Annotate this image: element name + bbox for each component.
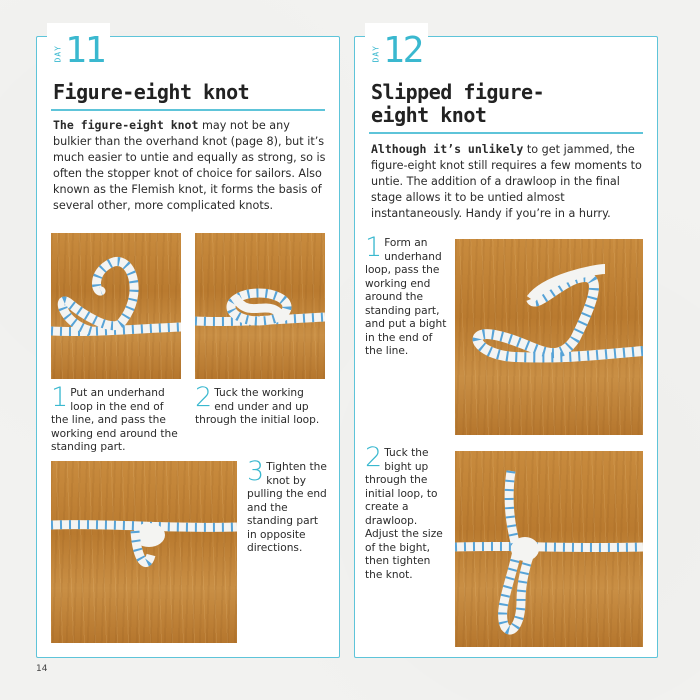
day-number: 11 xyxy=(65,30,105,71)
step-1 xyxy=(51,382,183,455)
intro-paragraph xyxy=(371,141,647,222)
step-2-text: Tuck the working end under and up through the initial loop. xyxy=(195,387,320,426)
step-1-text: Form an underhand loop, pass the working end around the standing part, and put a bight in the end of the line. xyxy=(365,237,447,357)
rope-knot-illustration xyxy=(195,233,325,379)
intro-lead: The figure-eight knot xyxy=(53,118,199,132)
knot-title-line-2: eight knot xyxy=(371,103,487,127)
title-rule xyxy=(51,109,325,111)
knot-title-line-1: Slipped figure- xyxy=(371,80,545,104)
step-3-number: 3 xyxy=(247,456,265,487)
step-1-number: 1 xyxy=(51,382,69,413)
step-2-number: 2 xyxy=(365,442,383,473)
intro-text: to get jammed, the figure-eight knot still requires a few moments to untie. The addition of a drawloop in the final stage allows it to be untied almost instantaneously. Handy if you’re in a hurry. xyxy=(371,143,642,220)
knot-title xyxy=(371,81,544,127)
day-label: DAY xyxy=(371,45,381,63)
knot-title: Figure-eight knot xyxy=(53,80,250,104)
day-12-panel xyxy=(354,30,658,658)
day-11-panel xyxy=(36,30,340,658)
step-2-number: 2 xyxy=(195,382,213,413)
step-1 xyxy=(365,232,447,359)
step-1-number: 1 xyxy=(365,232,383,263)
day-number: 12 xyxy=(383,30,423,71)
step-3 xyxy=(247,456,329,556)
day-12-header xyxy=(365,23,428,71)
step-2-photo xyxy=(455,451,643,647)
tightened-knot-illustration xyxy=(51,461,237,643)
step-2-text: Tuck the bight up through the initial loop, to create a drawloop. Adjust the size of the bight, then tighten the knot. xyxy=(365,447,443,581)
title-rule xyxy=(369,132,643,134)
intro-lead: Although it’s unlikely xyxy=(371,142,524,156)
step-2 xyxy=(195,382,327,428)
step-1-photo xyxy=(455,239,643,435)
step-3-text: Tighten the knot by pulling the end and the standing part in opposite directions. xyxy=(247,461,327,554)
step-1-photo xyxy=(51,233,181,379)
step-2 xyxy=(365,442,447,582)
intro-paragraph xyxy=(53,117,329,214)
day-11-header xyxy=(47,23,110,71)
rope-loop-illustration xyxy=(51,233,181,379)
page-number: 14 xyxy=(36,664,48,674)
rope-bight-illustration xyxy=(455,239,643,435)
day-label: DAY xyxy=(53,45,63,63)
drawloop-illustration xyxy=(455,451,643,647)
intro-text: may not be any bulkier than the overhand knot (page 8), but it’s much easier to untie and equally as strong, so is often the stopper knot of choice for sailors. Also known as the Flemish knot, it forms the basis of several other, more complicated knots. xyxy=(53,119,326,212)
step-2-photo xyxy=(195,233,325,379)
step-1-text: Put an underhand loop in the end of the line, and pass the working end around the standing part. xyxy=(51,387,178,453)
step-3-photo xyxy=(51,461,237,643)
